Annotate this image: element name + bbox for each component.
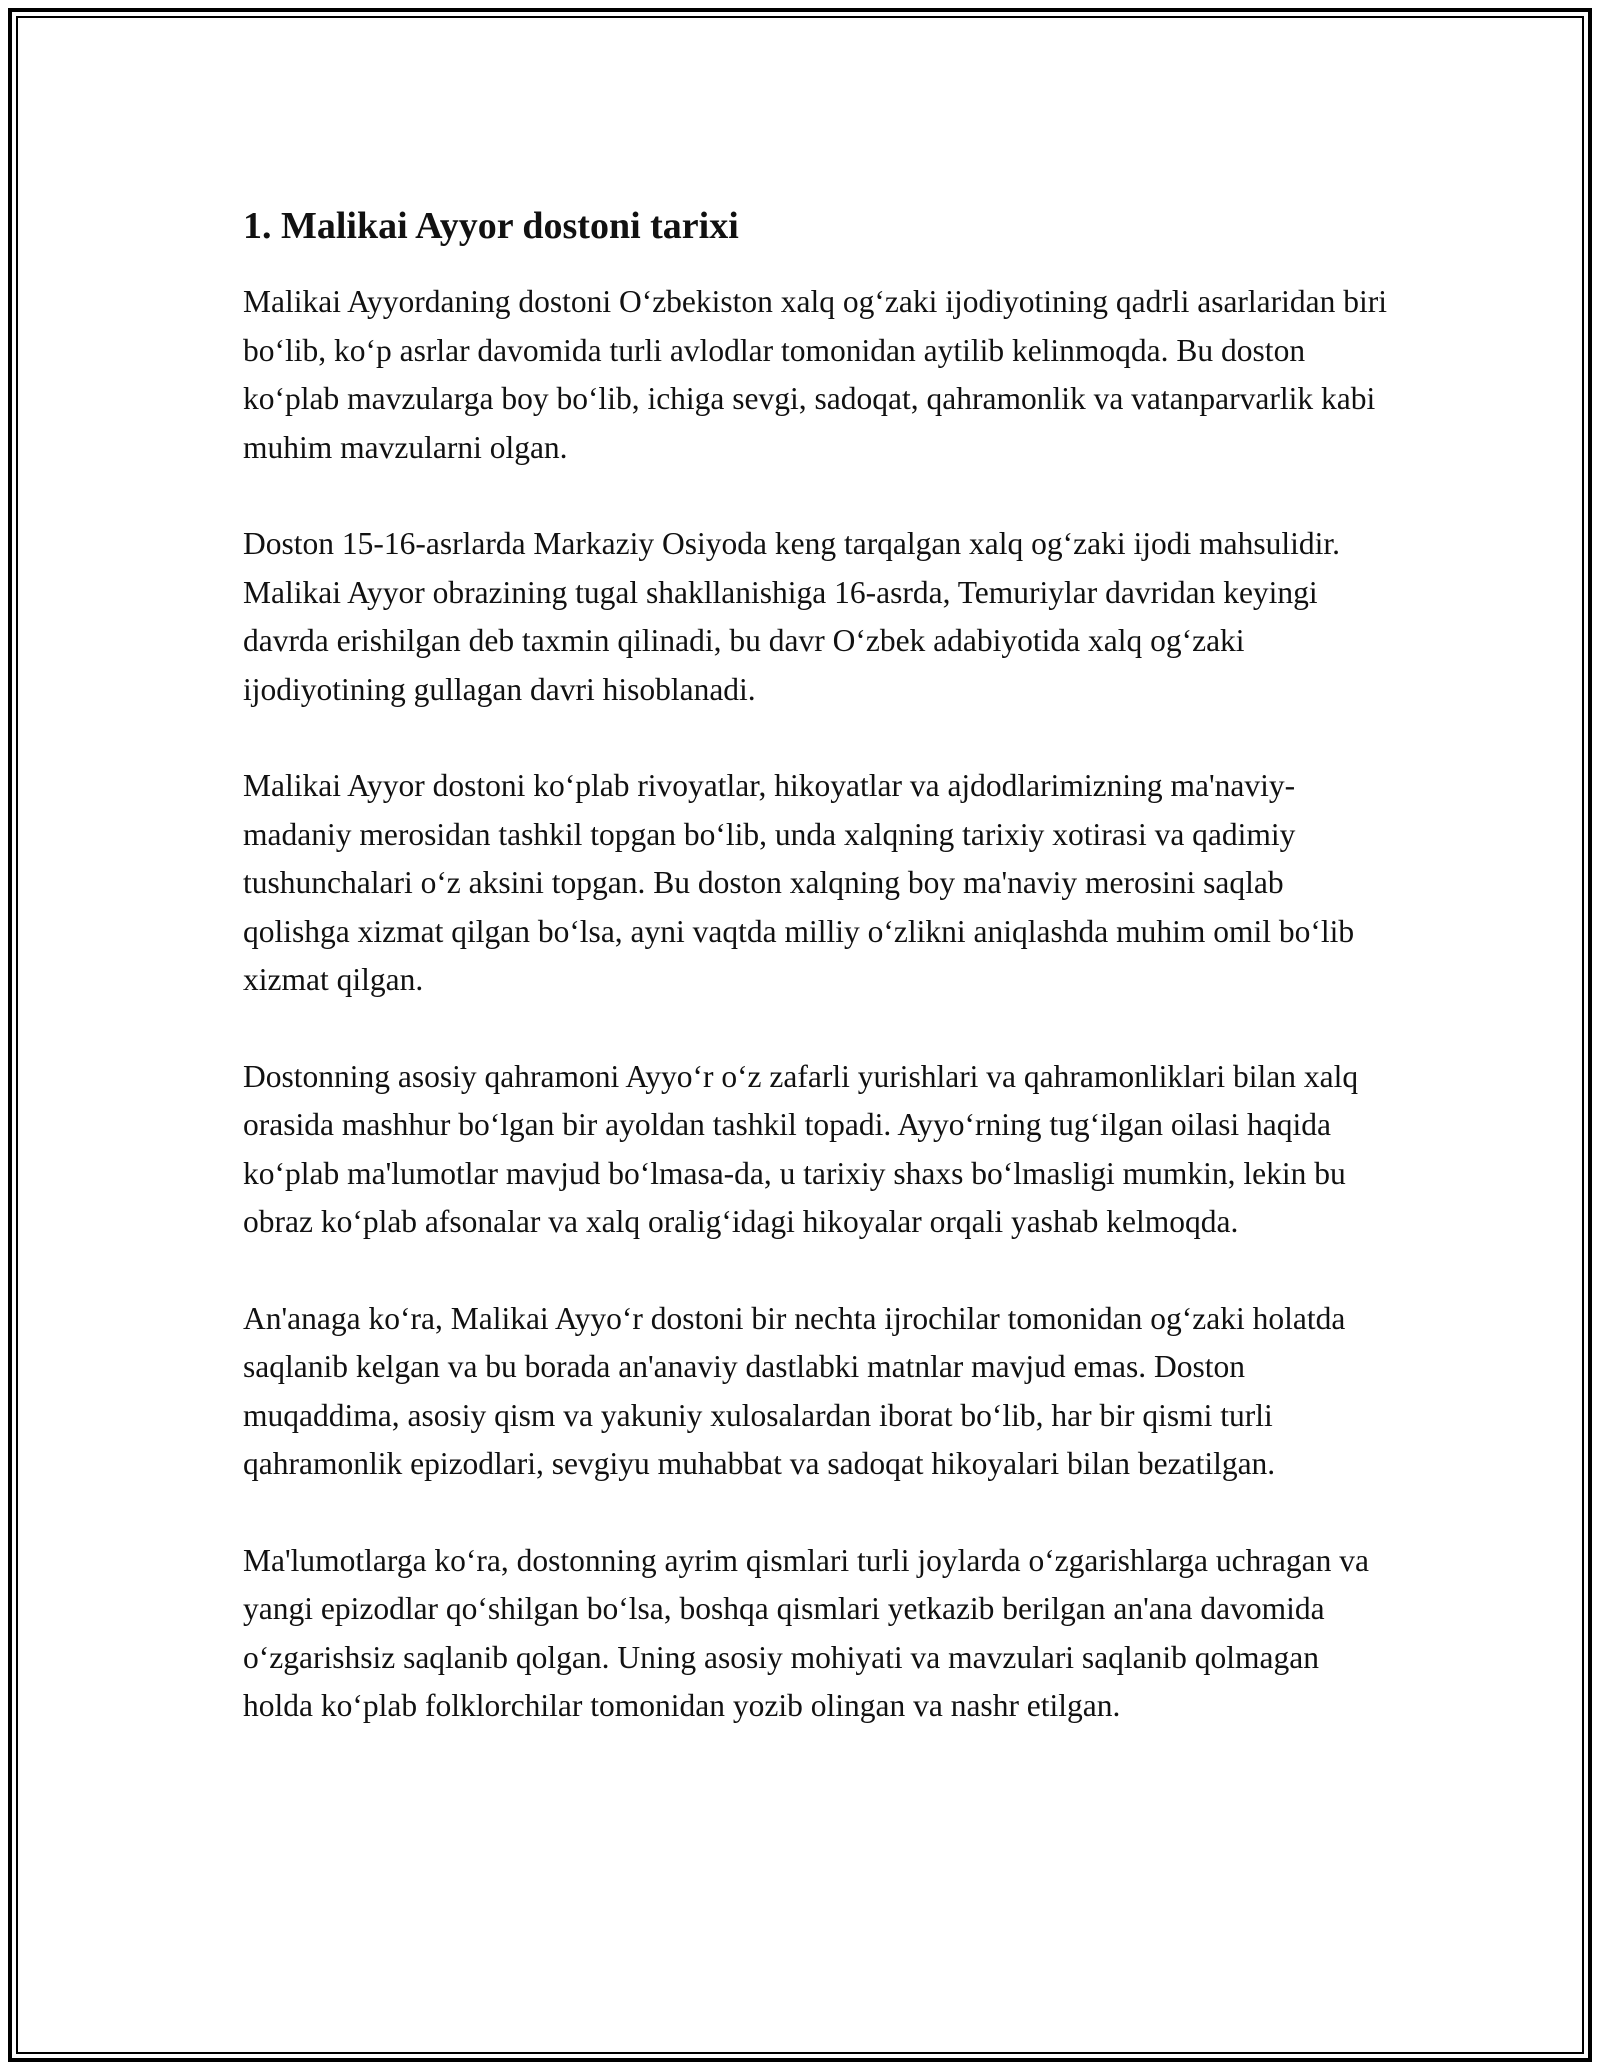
paragraph-3: Malikai Ayyor dostoni ko‘plab rivoyatlar, hikoyatlar va ajdodlarimizning ma'naviy-madaniy merosidan tashkil topgan bo‘lib, unda xalqning tarixiy xotirasi va qadimiy tushunchalari o‘z aksini topgan. Bu doston xalqning boy ma'naviy merosini saqlab qolishga xizmat qilgan bo‘lsa, ayni vaqtda milliy o‘zlikni aniqlashda muhim omil bo‘lib xizmat qilgan. — [243, 768, 1355, 997]
section-heading: 1. Malikai Ayyor dostoni tarixi — [243, 205, 739, 247]
paragraph-1: Malikai Ayyordaning dostoni O‘zbekiston xalq og‘zaki ijodiyotining qadrli asarlaridan biri bo‘lib, ko‘p asrlar davomida turli avlodlar tomonidan aytilib kelinmoqda. Bu doston ko‘plab mavzularga boy bo‘lib, ichiga sevgi, sadoqat, qahramonlik va vatanparvarlik kabi muhim mavzularni olgan. — [243, 284, 1387, 465]
paragraph-5: An'anaga ko‘ra, Malikai Ayyo‘r dostoni bir nechta ijrochilar tomonidan og‘zaki holatda saqlanib kelgan va bu borada an'anaviy dastlabki matnlar mavjud emas. Doston muqaddima, asosiy qism va yakuniy xulosalardan iborat bo‘lib, har bir qismi turli qahramonlik epizodlari, sevgiyu muhabbat va sadoqat hikoyalari bilan bezatilgan. — [243, 1300, 1346, 1481]
page-border — [8, 8, 1592, 2062]
paragraph-2: Doston 15-16-asrlarda Markaziy Osiyoda keng tarqalgan xalq og‘zaki ijodi mahsulidir. Malikai Ayyor obrazining tugal shakllanishiga 16-asrda, Temuriylar davridan keyingi davrda erishilgan deb taxmin qilinadi, bu davr O‘zbek adabiyotida xalq og‘zaki ijodiyotining gullagan davri hisoblanadi. — [243, 526, 1340, 707]
document-body — [243, 203, 1393, 1779]
page-border-inner — [16, 16, 1584, 2054]
paragraph-4: Dostonning asosiy qahramoni Ayyo‘r o‘z zafarli yurishlari va qahramonliklari bilan xalq orasida mashhur bo‘lgan bir ayoldan tashkil topadi. Ayyo‘rning tug‘ilgan oilasi haqida ko‘plab ma'lumotlar mavjud bo‘lmasa-da, u tarixiy shaxs bo‘lmasligi mumkin, lekin bu obraz ko‘plab afsonalar va xalq oralig‘idagi hikoyalar orqali yashab kelmoqda. — [243, 1058, 1359, 1239]
paragraph-6: Ma'lumotlarga ko‘ra, dostonning ayrim qismlari turli joylarda o‘zgarishlarga uchragan va yangi epizodlar qo‘shilgan bo‘lsa, boshqa qismlari yetkazib berilgan an'ana davomida o‘zgarishsiz saqlanib qolgan. Uning asosiy mohiyati va mavzulari saqlanib qolmagan holda ko‘plab folklorchilar tomonidan yozib olingan va nashr etilgan. — [243, 1542, 1369, 1723]
